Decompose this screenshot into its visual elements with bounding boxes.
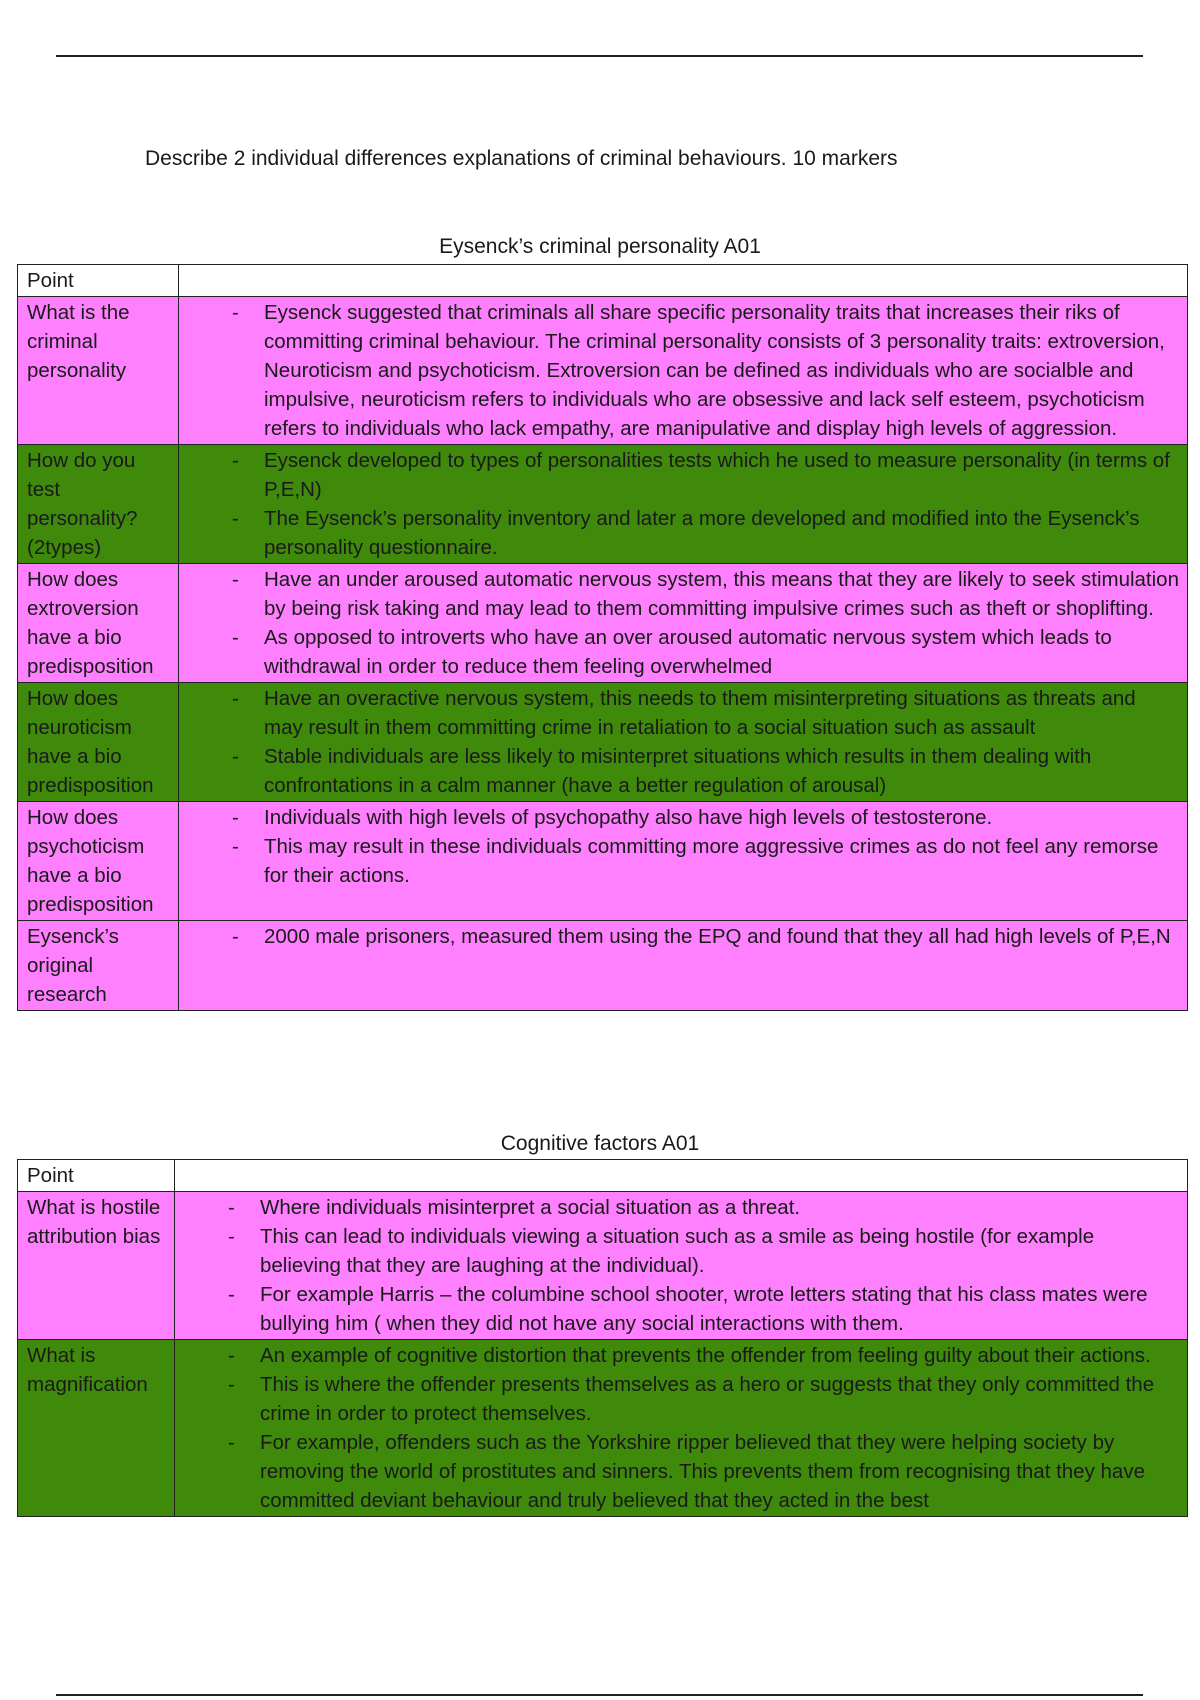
bullet-item: - Eysenck suggested that criminals all share specific personality traits that increases their riks of committing criminal behaviour. The criminal personality consists of 3 personality traits: extroversion, Neuroticism and psychoticism. Extroversion can be defined as individuals who are socialble and impulsive, neuroticism refers to individuals who are obsessive and lack self esteem, psychoticism refers to individuals who lack empathy, are manipulative and display high levels of aggression.: [188, 298, 1179, 443]
point-cell: How does neuroticism have a bio predisposition: [18, 683, 179, 802]
bullet-list: [188, 565, 1179, 681]
bullet-list: [184, 1193, 1179, 1338]
header-rule: [56, 55, 1143, 57]
explanation-cell: [179, 564, 1188, 683]
question-heading: Describe 2 individual differences explanations of criminal behaviours. 10 markers: [145, 147, 898, 170]
header-point-cell: Point: [18, 265, 179, 297]
point-cell: How does psychoticism have a bio predisposition: [18, 802, 179, 921]
table-row: [18, 564, 1188, 683]
bullet-list: [188, 922, 1179, 951]
header-content-cell: [179, 265, 1188, 297]
bullet-item: - This may result in these individuals committing more aggressive crimes as do not feel any remorse for their actions.: [188, 832, 1179, 890]
bullet-item: - 2000 male prisoners, measured them using the EPQ and found that they all had high levels of P,E,N: [188, 922, 1179, 951]
bullet-item: - For example Harris – the columbine school shooter, wrote letters stating that his class mates were bullying him ( when they did not have any social interactions with them.: [184, 1280, 1179, 1338]
header-point-cell: Point: [18, 1160, 175, 1192]
table-caption-eysenck: Eysenck’s criminal personality A01: [439, 235, 761, 258]
point-cell: What is hostile attribution bias: [18, 1192, 175, 1340]
table-row: [18, 297, 1188, 445]
explanation-cell: [179, 445, 1188, 564]
bullet-list: [188, 803, 1179, 890]
bullet-item: - This is where the offender presents themselves as a hero or suggests that they only committed the crime in order to protect themselves.: [184, 1370, 1179, 1428]
bullet-list: [184, 1341, 1179, 1515]
table-row: [18, 445, 1188, 564]
bullet-item: - For example, offenders such as the Yorkshire ripper believed that they were helping society by removing the world of prostitutes and sinners. This prevents them from recognising that they have committed deviant behaviour and truly believed that they acted in the best: [184, 1428, 1179, 1515]
bullet-item: - Stable individuals are less likely to misinterpret situations which results in them dealing with confrontations in a calm manner (have a better regulation of arousal): [188, 742, 1179, 800]
point-cell: What is the criminal personality: [18, 297, 179, 445]
bullet-item: - Have an overactive nervous system, this needs to them misinterpreting situations as threats and may result in them committing crime in retaliation to a social situation such as assault: [188, 684, 1179, 742]
point-cell: What is magnification: [18, 1340, 175, 1517]
explanation-cell: [175, 1192, 1188, 1340]
bullet-list: [188, 684, 1179, 800]
eysenck-table: [17, 264, 1188, 1011]
table-header-row: [18, 1160, 1188, 1192]
point-cell: Eysenck’s original research: [18, 921, 179, 1011]
explanation-cell: [179, 683, 1188, 802]
cognitive-table: [17, 1159, 1188, 1517]
header-content-cell: [175, 1160, 1188, 1192]
bullet-item: - Individuals with high levels of psychopathy also have high levels of testosterone.: [188, 803, 1179, 832]
bullet-list: [188, 446, 1179, 562]
bullet-item: - Where individuals misinterpret a social situation as a threat.: [184, 1193, 1179, 1222]
table-row: [18, 921, 1188, 1011]
bullet-item: - Have an under aroused automatic nervous system, this means that they are likely to seek stimulation by being risk taking and may lead to them committing impulsive crimes such as theft or shoplifting.: [188, 565, 1179, 623]
explanation-cell: [179, 802, 1188, 921]
explanation-cell: [179, 297, 1188, 445]
table-row: [18, 802, 1188, 921]
explanation-cell: [175, 1340, 1188, 1517]
table-caption-cognitive: Cognitive factors A01: [500, 1132, 700, 1155]
explanation-cell: [179, 921, 1188, 1011]
bullet-item: - An example of cognitive distortion that prevents the offender from feeling guilty about their actions.: [184, 1341, 1179, 1370]
bullet-item: - Eysenck developed to types of personalities tests which he used to measure personality (in terms of P,E,N): [188, 446, 1179, 504]
bullet-list: [188, 298, 1179, 443]
bullet-item: - The Eysenck’s personality inventory and later a more developed and modified into the Eysenck’s personality questionnaire.: [188, 504, 1179, 562]
bullet-item: - As opposed to introverts who have an over aroused automatic nervous system which leads to withdrawal in order to reduce them feeling overwhelmed: [188, 623, 1179, 681]
table-row: [18, 683, 1188, 802]
footer-rule: [56, 1694, 1143, 1696]
table-row: [18, 1340, 1188, 1517]
table-header-row: [18, 265, 1188, 297]
point-cell: How do you test personality? (2types): [18, 445, 179, 564]
table-row: [18, 1192, 1188, 1340]
point-cell: How does extroversion have a bio predisposition: [18, 564, 179, 683]
bullet-item: - This can lead to individuals viewing a situation such as a smile as being hostile (for example believing that they are laughing at the individual).: [184, 1222, 1179, 1280]
